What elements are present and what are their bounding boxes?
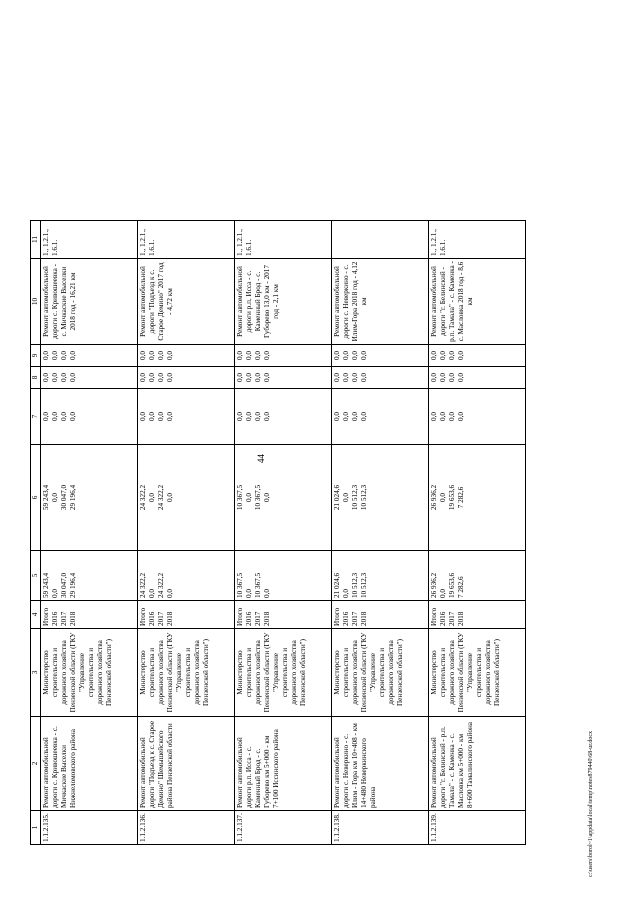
regional-amount-value: 0,0 — [342, 493, 350, 502]
header-cell: 1 — [31, 811, 41, 845]
federal-amount-value: 0,0 — [60, 412, 68, 421]
regional-amount-value: 0,0 — [148, 493, 156, 502]
other-amount-value: 0,0 — [51, 351, 59, 360]
local-amount-value: 0,0 — [254, 373, 262, 382]
total-amount-value: 0,0 — [245, 589, 253, 598]
page-number: 44 — [256, 454, 266, 463]
local-amount-value: 0,0 — [333, 373, 341, 382]
federal-amount-value: 0,0 — [254, 412, 262, 421]
federal-amount-value: 0,0 — [342, 412, 350, 421]
indicators: 1., 1.2.1., 1.6.1. — [429, 221, 526, 259]
total-amount — [138, 551, 235, 601]
year-list-value: Итого — [236, 607, 244, 626]
expected-result: Ремонт автомобильной дороги с. Кривошеевка - с. Мичкаские Выселки 2018 год - 16,21 км — [41, 259, 138, 345]
total-amount-value: 10 367,5 — [254, 572, 262, 598]
header-cell: 6 — [31, 445, 41, 551]
activity-name: Ремонт автомобильной дороги "г. Белинский - р.п. Тамала" - с. Каменка - с. Масловка км 5+000 - км 8+600 Тамалинского района — [429, 717, 526, 811]
footer-path: c:\users\borol~1\appdata\local\temp\notes879440\68-ur.docx — [588, 730, 594, 877]
row-number: 1.1.2.137. — [235, 811, 332, 845]
federal-amount-value: 0,0 — [448, 412, 456, 421]
other-amount-value: 0,0 — [148, 351, 156, 360]
total-amount-value: 0,0 — [51, 589, 59, 598]
expected-result: Ремонт автомобильной дороги р.п. Исса - с. Каменный Брод - с. Губорево 13,0 км - 2017 год - 2,1 км — [235, 259, 332, 345]
header-cell: 10 — [31, 259, 41, 345]
federal-amount-value: 0,0 — [245, 412, 253, 421]
regional-amount-value: 29 196,4 — [69, 484, 77, 511]
total-amount-value: 10 367,5 — [236, 572, 244, 598]
executor: Министерство строительства и дорожного хозяйства Пензенской области (ГКУ "Управление строительства и дорожного хозяйства Пензенской области") — [138, 629, 235, 717]
local-amount-value: 0,0 — [51, 373, 59, 382]
local-amount — [235, 367, 332, 389]
regional-amount-value: 0,0 — [439, 493, 447, 502]
other-amount — [235, 345, 332, 367]
year-list — [138, 601, 235, 629]
indicators: 1., 1.2.1., 1.6.1. — [41, 221, 138, 259]
header-cell: 7 — [31, 389, 41, 445]
header-cell: 11 — [31, 221, 41, 259]
regional-amount — [235, 445, 332, 551]
total-amount-value: 0,0 — [148, 589, 156, 598]
local-amount-value: 0,0 — [42, 373, 50, 382]
federal-amount-value: 0,0 — [333, 412, 341, 421]
local-amount-value: 0,0 — [457, 373, 465, 382]
total-amount-value: 10 512,3 — [360, 572, 368, 598]
regional-amount — [332, 445, 429, 551]
year-list-value: 2017 — [60, 611, 68, 626]
year-list-value: 2016 — [51, 611, 59, 626]
activity-name: Ремонт автомобильной дороги с. Неверкино - с. Илим - Гора км 10+408 - км 14+480 Неверкинского района — [332, 717, 429, 811]
indicators — [332, 221, 429, 259]
other-amount-value: 0,0 — [157, 351, 165, 360]
other-amount-value: 0,0 — [236, 351, 244, 360]
regional-amount-value: 19 653,6 — [448, 484, 456, 511]
other-amount-value: 0,0 — [333, 351, 341, 360]
regional-amount-value: 7 282,6 — [457, 486, 465, 509]
year-list-value: Итого — [139, 607, 147, 626]
regional-amount-value: 10 512,3 — [351, 484, 359, 511]
regional-amount-value: 59 243,4 — [42, 484, 50, 511]
other-amount-value: 0,0 — [351, 351, 359, 360]
local-amount — [41, 367, 138, 389]
header-cell: 8 — [31, 367, 41, 389]
expected-result: Ремонт автомобильной дороги "г. Белинский - р.п. Тамала" - с. Каменка - с. Масловка 2018 год - 8,6 км — [429, 259, 526, 345]
total-amount-value: 59 243,4 — [42, 572, 50, 598]
other-amount-value: 0,0 — [263, 351, 271, 360]
regional-amount — [41, 445, 138, 551]
year-list-value: Итого — [42, 607, 50, 626]
federal-amount-value: 0,0 — [430, 412, 438, 421]
federal-amount — [235, 389, 332, 445]
total-amount-value: 10 512,3 — [351, 572, 359, 598]
activity-name: Ремонт автомобильной дороги "Подъезд к с. Старое Демино" Шемышейского района Пензенской области — [138, 717, 235, 811]
federal-amount — [332, 389, 429, 445]
year-list-value: 2017 — [351, 611, 359, 626]
local-amount-value: 0,0 — [60, 373, 68, 382]
total-amount-value: 21 024,6 — [333, 572, 341, 598]
federal-amount-value: 0,0 — [51, 412, 59, 421]
table-row — [429, 221, 526, 845]
other-amount — [138, 345, 235, 367]
federal-amount — [138, 389, 235, 445]
year-list-value: 2018 — [69, 611, 77, 626]
other-amount-value: 0,0 — [60, 351, 68, 360]
header-row — [31, 221, 41, 845]
other-amount — [332, 345, 429, 367]
regional-amount-value: 24 322,2 — [139, 484, 147, 511]
local-amount-value: 0,0 — [439, 373, 447, 382]
total-amount — [235, 551, 332, 601]
other-amount-value: 0,0 — [245, 351, 253, 360]
table-row — [235, 221, 332, 845]
regional-amount-value: 10 367,5 — [236, 484, 244, 511]
total-amount-value: 0,0 — [342, 589, 350, 598]
local-amount-value: 0,0 — [69, 373, 77, 382]
activity-name: Ремонт автомобильной дороги с. Кривошеевка - с. Мичкаские Выселки Нижнеломовского района — [41, 717, 138, 811]
total-amount — [41, 551, 138, 601]
federal-amount-value: 0,0 — [42, 412, 50, 421]
row-number: 1.1.2.138. — [332, 811, 429, 845]
regional-amount — [429, 445, 526, 551]
year-list — [429, 601, 526, 629]
row-number: 1.1.2.136. — [138, 811, 235, 845]
regional-amount-value: 21 024,6 — [333, 484, 341, 511]
local-amount-value: 0,0 — [351, 373, 359, 382]
year-list-value: 2016 — [148, 611, 156, 626]
local-amount — [429, 367, 526, 389]
other-amount-value: 0,0 — [166, 351, 174, 360]
indicators: 1., 1.2.1., 1.6.1. — [138, 221, 235, 259]
table-row — [332, 221, 429, 845]
local-amount-value: 0,0 — [139, 373, 147, 382]
federal-amount-value: 0,0 — [166, 412, 174, 421]
program-table — [30, 220, 526, 845]
total-amount-value: 7 282,6 — [457, 576, 465, 598]
federal-amount-value: 0,0 — [360, 412, 368, 421]
federal-amount-value: 0,0 — [439, 412, 447, 421]
regional-amount-value: 24 322,2 — [157, 484, 165, 511]
executor: Министерство строительства и дорожного хозяйства Пензенской области (ГКУ "Управление строительства и дорожного хозяйства Пензенской области") — [332, 629, 429, 717]
local-amount-value: 0,0 — [148, 373, 156, 382]
local-amount-value: 0,0 — [166, 373, 174, 382]
year-list — [235, 601, 332, 629]
federal-amount-value: 0,0 — [351, 412, 359, 421]
regional-amount-value: 0,0 — [263, 493, 271, 502]
federal-amount — [429, 389, 526, 445]
regional-amount — [138, 445, 235, 551]
federal-amount-value: 0,0 — [148, 412, 156, 421]
header-cell: 5 — [31, 551, 41, 601]
federal-amount-value: 0,0 — [157, 412, 165, 421]
local-amount-value: 0,0 — [342, 373, 350, 382]
year-list-value: 2018 — [457, 611, 465, 626]
total-amount-value: 30 047,0 — [60, 572, 68, 598]
other-amount-value: 0,0 — [457, 351, 465, 360]
total-amount — [429, 551, 526, 601]
activity-name: Ремонт автомобильной дороги р.п. Исса - с. Каменный Брод - с. Губорево км 5+000 - км 7+100 Иссинского района — [235, 717, 332, 811]
other-amount-value: 0,0 — [430, 351, 438, 360]
header-cell: 2 — [31, 717, 41, 811]
regional-amount-value: 10 367,5 — [254, 484, 262, 511]
federal-amount — [41, 389, 138, 445]
other-amount-value: 0,0 — [69, 351, 77, 360]
year-list — [332, 601, 429, 629]
header-cell: 3 — [31, 629, 41, 717]
local-amount-value: 0,0 — [263, 373, 271, 382]
total-amount-value: 26 936,2 — [430, 572, 438, 598]
other-amount-value: 0,0 — [342, 351, 350, 360]
federal-amount-value: 0,0 — [457, 412, 465, 421]
year-list-value: Итого — [430, 607, 438, 626]
local-amount-value: 0,0 — [448, 373, 456, 382]
row-number: 1.1.2.139. — [429, 811, 526, 845]
other-amount-value: 0,0 — [360, 351, 368, 360]
year-list-value: 2018 — [166, 611, 174, 626]
executor: Министерство строительства и дорожного хозяйства Пензенской области (ГКУ "Управление строительства и дорожного хозяйства Пензенской области") — [429, 629, 526, 717]
federal-amount-value: 0,0 — [263, 412, 271, 421]
total-amount-value: 24 322,2 — [157, 572, 165, 598]
year-list-value: 2018 — [360, 611, 368, 626]
other-amount-value: 0,0 — [139, 351, 147, 360]
year-list — [41, 601, 138, 629]
total-amount-value: 29 196,4 — [69, 572, 77, 598]
table-row — [41, 221, 138, 845]
regional-amount-value: 26 936,2 — [430, 484, 438, 511]
table-row — [138, 221, 235, 845]
header-cell: 9 — [31, 345, 41, 367]
year-list-value: 2017 — [448, 611, 456, 626]
federal-amount-value: 0,0 — [139, 412, 147, 421]
local-amount-value: 0,0 — [360, 373, 368, 382]
header-cell: 4 — [31, 601, 41, 629]
indicators: 1., 1.2.1., 1.6.1. — [235, 221, 332, 259]
federal-amount-value: 0,0 — [69, 412, 77, 421]
other-amount-value: 0,0 — [42, 351, 50, 360]
total-amount-value: 24 322,2 — [139, 572, 147, 598]
other-amount — [41, 345, 138, 367]
year-list-value: Итого — [333, 607, 341, 626]
total-amount-value: 0,0 — [166, 589, 174, 598]
total-amount-value: 0,0 — [263, 589, 271, 598]
local-amount-value: 0,0 — [430, 373, 438, 382]
year-list-value: 2016 — [439, 611, 447, 626]
local-amount-value: 0,0 — [157, 373, 165, 382]
expected-result: Ремонт автомобильной дороги с. Неверкино - с. Илим-Гора 2018 год - 4,12 км — [332, 259, 429, 345]
executor: Министерство строительства и дорожного хозяйства Пензенской области (ГКУ "Управление строительства и дорожного хозяйства Пензенской области") — [41, 629, 138, 717]
other-amount-value: 0,0 — [448, 351, 456, 360]
year-list-value: 2016 — [245, 611, 253, 626]
local-amount-value: 0,0 — [236, 373, 244, 382]
regional-amount-value: 0,0 — [245, 493, 253, 502]
year-list-value: 2018 — [263, 611, 271, 626]
total-amount-value: 0,0 — [439, 589, 447, 598]
executor: Министерство строительства и дорожного хозяйства Пензенской области (ГКУ "Управление строительства и дорожного хозяйства Пензенской области") — [235, 629, 332, 717]
year-list-value: 2017 — [157, 611, 165, 626]
year-list-value: 2017 — [254, 611, 262, 626]
expected-result: Ремонт автомобильной дороги "Подъезд к с. Старое Демино" 2017 год - 4,72 км — [138, 259, 235, 345]
federal-amount-value: 0,0 — [236, 412, 244, 421]
regional-amount-value: 0,0 — [166, 493, 174, 502]
row-number: 1.1.2.135. — [41, 811, 138, 845]
total-amount — [332, 551, 429, 601]
local-amount — [332, 367, 429, 389]
regional-amount-value: 0,0 — [51, 493, 59, 502]
total-amount-value: 19 653,6 — [448, 572, 456, 598]
regional-amount-value: 10 512,3 — [360, 484, 368, 511]
regional-amount-value: 30 047,0 — [60, 484, 68, 511]
local-amount-value: 0,0 — [245, 373, 253, 382]
year-list-value: 2016 — [342, 611, 350, 626]
other-amount-value: 0,0 — [254, 351, 262, 360]
other-amount — [429, 345, 526, 367]
other-amount-value: 0,0 — [439, 351, 447, 360]
local-amount — [138, 367, 235, 389]
